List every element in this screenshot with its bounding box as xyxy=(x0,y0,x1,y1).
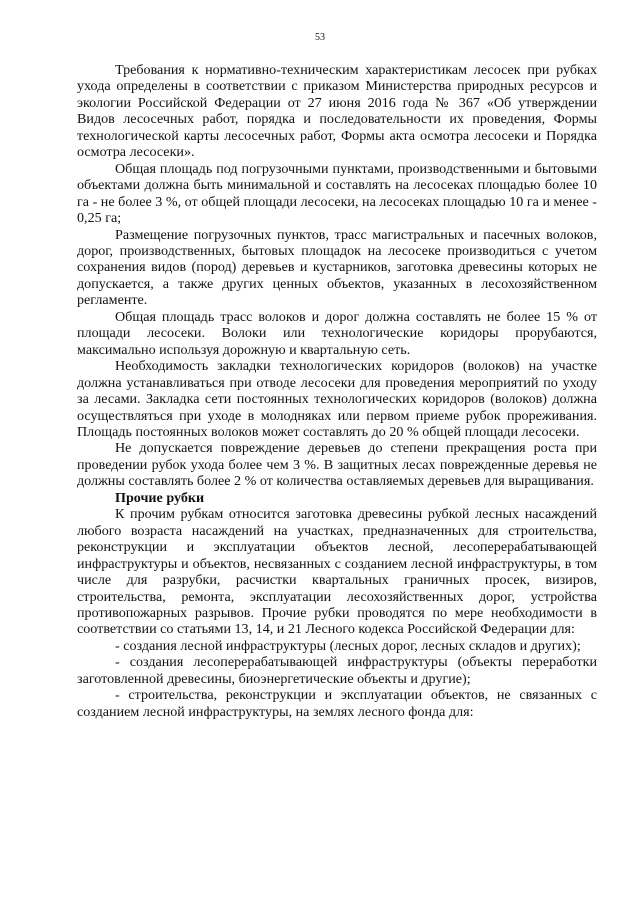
paragraph-other-cuttings: К прочим рубкам относится заготовка древесины рубкой лесных насаждений любого возраста насаждений на участках, предназначенных для строительства, реконструкции и эксплуатации объектов лесной, лесоперерабатывающей инфраструктуры и объектов, несвязанных с созданием лесной инфраструктуры, в том числе для разрубки, расчистки квартальных граничных просек, визиров, строительства, ремонта, эксплуатации лесохозяйственных дорог, устройства противопожарных разрывов. Прочие рубки проводятся по мере необходимости в соответствии со статьями 13, 14, и 21 Лесного кодекса Российской Федерации для: xyxy=(77,506,597,638)
paragraph-loading-area: Общая площадь под погрузочными пунктами, производственными и бытовыми объектами должна быть минимальной и составлять на лесосеках площадью более 10 га - не более 3 %, от общей площади лесосеки, на лесосеках площадью 10 га и менее - 0,25 га; xyxy=(77,160,597,227)
paragraph-requirements: Требования к нормативно-техническим характеристикам лесосек при рубках ухода определены в соответствии с приказом Министерства природных ресурсов и экологии Российской Федерации от 27 июня 2016 года № 367 «Об утверждении Видов лесосечных работ, порядка и последовательности их проведения, Формы технологической карты лесосечных работ, Формы акта осмотра лесосеки и Порядка осмотра лесосеки». xyxy=(77,62,597,161)
list-item-forest-infrastructure: - создания лесной инфраструктуры (лесных дорог, лесных складов и других); xyxy=(115,637,581,654)
paragraph-corridors: Необходимость закладки технологических коридоров (волоков) на участке должна устанавливаться при отводе лесосеки для проведения мероприятий по уходу за лесами. Закладка сети постоянных технологических коридоров (волоков) должна осуществляться при уходе в молодняках или первом приеме рубок прореживания. Площадь постоянных волоков может составлять до 20 % общей площади лесосеки. xyxy=(77,358,597,440)
paragraph-placement: Размещение погрузочных пунктов, трасс магистральных и пасечных волоков, дорог, производственных, бытовых площадок на лесосеке производиться с учетом сохранения видов (пород) деревьев и кустарников, заготовка древесины которых не допускается, а также других ценных объектов, указанных в лесохозяйственном регламенте. xyxy=(77,226,597,309)
paragraph-damage-limits: Не допускается повреждение деревьев до степени прекращения роста при проведении рубок ухода более чем 3 %. В защитных лесах поврежденные деревья не должны составлять более 2 % от количества оставляемых деревьев для выращивания. xyxy=(77,440,597,490)
list-item-other-objects: - строительства, реконструкции и эксплуатации объектов, не связанных с созданием лесной инфраструктуры, на землях лесного фонда для: xyxy=(77,687,597,720)
paragraph-drag-roads-area: Общая площадь трасс волоков и дорог должна составлять не более 15 % от площади лесосеки. Волоки или технологические коридоры прорубаются, максимально используя дорожную и квартальную сеть. xyxy=(77,308,597,358)
page-body xyxy=(77,62,597,720)
page-number: 53 xyxy=(315,32,325,43)
list-item-processing-infrastructure: - создания лесоперерабатывающей инфраструктуры (объекты переработки заготовленной древесины, биоэнергетические объекты и другие); xyxy=(77,654,597,687)
section-heading: Прочие рубки xyxy=(115,489,205,506)
